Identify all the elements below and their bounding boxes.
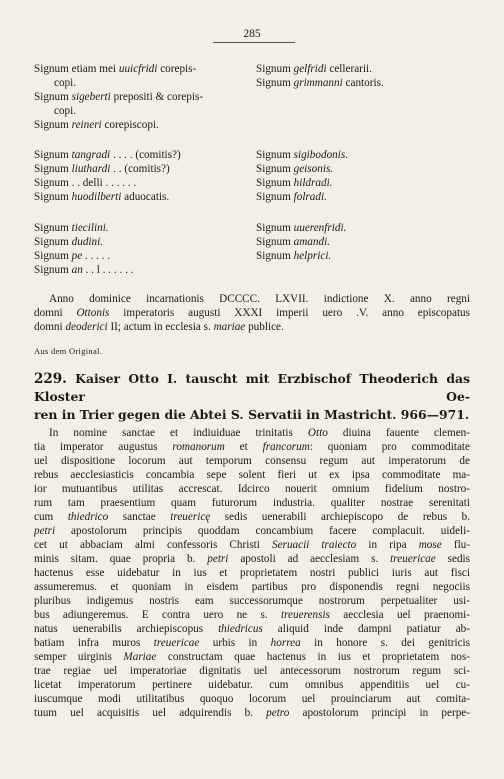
charter-body bbox=[34, 426, 470, 720]
dating-text: publice. bbox=[245, 321, 284, 333]
witness-line bbox=[256, 190, 348, 204]
witness-text: Signum bbox=[256, 149, 294, 161]
witness-line bbox=[34, 176, 181, 190]
witness-name: an bbox=[71, 264, 83, 276]
witness-text: corepiscopi. bbox=[101, 119, 159, 131]
page-number-rule bbox=[213, 42, 295, 43]
witness-name: helprici. bbox=[293, 250, 332, 262]
source-note: Aus dem Original. bbox=[34, 346, 103, 356]
dating-name: deoderici bbox=[65, 321, 108, 333]
witness-text: Signum bbox=[34, 163, 72, 175]
witness-line bbox=[34, 104, 203, 118]
body-text: semper uirginis bbox=[34, 651, 124, 663]
witness-line bbox=[256, 62, 384, 76]
body-line bbox=[34, 566, 470, 580]
witness-list-3-left bbox=[34, 221, 133, 277]
witness-name: amandi. bbox=[293, 236, 330, 248]
witness-name: uuerenfridi. bbox=[293, 222, 347, 234]
dating-text: imperatoris augusti XXXI imperii uero .V. anno episcopatus bbox=[109, 307, 470, 319]
witness-text: aduocatis. bbox=[121, 191, 170, 203]
witness-line bbox=[34, 62, 203, 76]
body-name: petri bbox=[207, 553, 229, 565]
body-text: : quoniam pro commoditate bbox=[309, 441, 470, 453]
witness-text: Signum bbox=[34, 264, 72, 276]
witness-text: Signum bbox=[256, 63, 294, 75]
body-line bbox=[34, 468, 470, 482]
body-text: flu- bbox=[441, 539, 470, 551]
witness-list-3-right bbox=[256, 221, 346, 263]
dating-name: mariae bbox=[213, 321, 246, 333]
witness-text: Signum bbox=[34, 250, 72, 262]
body-line bbox=[34, 650, 470, 664]
body-text: rebus aecclesiasticis concambia sepe solent fieri ut ex ipsa commoditate ma- bbox=[34, 469, 470, 481]
witness-text: copi. bbox=[54, 105, 77, 117]
witness-text: copi. bbox=[54, 77, 77, 89]
witness-line bbox=[256, 162, 348, 176]
body-text: hactenus esse uidebatur in ius et proprietatem nostri publici iuris aut fisci bbox=[34, 567, 470, 579]
witness-line bbox=[256, 148, 348, 162]
body-text: et bbox=[224, 441, 263, 453]
dating-text: Anno dominice incarnationis DCCCC. LXVII. indictione X. anno regni bbox=[49, 293, 470, 305]
witness-name: sigibodonis. bbox=[293, 149, 349, 161]
body-name: treuericae bbox=[153, 637, 200, 649]
witness-line bbox=[34, 76, 203, 90]
witness-list-2-right bbox=[256, 148, 348, 204]
body-text: sedis uenerabili archiepiscopo de rebus b. bbox=[210, 511, 470, 523]
body-name: horrea bbox=[270, 637, 301, 649]
heading-line-1: Kaiser Otto I. tauscht mit Erzbischof Theoderich das Kloster Oe- bbox=[34, 371, 470, 404]
witness-text: Signum . . delli . . . . . . bbox=[34, 177, 137, 189]
witness-text: cellerarii. bbox=[326, 63, 372, 75]
body-name: Mariae bbox=[123, 651, 157, 663]
witness-text: Signum bbox=[256, 191, 294, 203]
witness-text: Signum bbox=[256, 163, 294, 175]
body-text: cet ut abbaciam almi confessoris Christi bbox=[34, 539, 273, 551]
dating-text: domni bbox=[34, 307, 77, 319]
heading-line-2: ren in Trier gegen die Abtei S. Servatii in Mastricht. 966—971. bbox=[34, 407, 470, 422]
witness-name: gelfridi bbox=[293, 63, 327, 75]
witness-line bbox=[256, 235, 346, 249]
body-line bbox=[34, 440, 470, 454]
body-line bbox=[34, 552, 470, 566]
body-text: apostoli ad aecclesiam s. bbox=[228, 553, 391, 565]
body-line bbox=[34, 692, 470, 706]
document-heading bbox=[34, 370, 470, 424]
body-name: petro bbox=[266, 707, 290, 719]
body-text: iuscumque modi utilitatibus quoquo locorum uel prouinciarum aut comita- bbox=[34, 693, 470, 705]
witness-text: Signum bbox=[256, 250, 294, 262]
body-name: treuericę bbox=[170, 511, 211, 523]
witness-name: sigeberti bbox=[71, 91, 111, 103]
body-text: cum bbox=[34, 511, 68, 523]
witness-text: Signum bbox=[34, 119, 72, 131]
witness-line bbox=[34, 148, 181, 162]
body-text: constructam quae hactenus in ius et proprietatem nos- bbox=[156, 651, 470, 663]
witness-text: corepis- bbox=[157, 63, 197, 75]
dating-text: II; actum in ecclesia s. bbox=[107, 321, 214, 333]
body-text: apostolorum principis quoddam concambium facere complacuit. uideli- bbox=[55, 525, 470, 537]
witness-text: prepositi & corepis- bbox=[110, 91, 204, 103]
body-line bbox=[34, 426, 470, 440]
witness-line bbox=[34, 235, 133, 249]
body-text: in honore s. dei genitricis bbox=[300, 637, 470, 649]
body-line bbox=[34, 510, 470, 524]
body-text: pluribus indigemus nostris eam successorumque nostrorum perpetualiter usi- bbox=[34, 595, 470, 607]
witness-name: reineri bbox=[71, 119, 102, 131]
body-name: thiedrico bbox=[67, 511, 109, 523]
witness-text: Signum bbox=[256, 77, 294, 89]
body-text: urbis in bbox=[199, 637, 271, 649]
witness-text: . . . . . bbox=[82, 250, 111, 262]
body-line bbox=[34, 678, 470, 692]
body-text: apostolorum principi in perpe- bbox=[289, 707, 470, 719]
body-text: in ripa bbox=[356, 539, 419, 551]
witness-line bbox=[34, 162, 181, 176]
witness-list-1-right bbox=[256, 62, 384, 90]
witness-line bbox=[34, 221, 133, 235]
dating-line bbox=[34, 320, 470, 334]
body-text: assumeremus. et quoniam in eisdem partibus pro disponendis regni negociis bbox=[34, 581, 470, 593]
body-name: romanorum bbox=[172, 441, 225, 453]
witness-line bbox=[256, 76, 384, 90]
body-name: treuerensis bbox=[281, 609, 330, 621]
body-line bbox=[34, 594, 470, 608]
body-name: Otto bbox=[307, 427, 328, 439]
body-line bbox=[34, 496, 470, 510]
witness-line bbox=[256, 221, 346, 235]
body-line bbox=[34, 524, 470, 538]
document-number: 229. bbox=[34, 371, 67, 387]
witness-text: Signum bbox=[256, 222, 294, 234]
body-text: sedis bbox=[435, 553, 470, 565]
body-text: bus adiungeremus. E contra uero ne s. bbox=[34, 609, 282, 621]
witness-text: Signum bbox=[256, 236, 294, 248]
witness-name: folradi. bbox=[293, 191, 327, 203]
body-name: treuericae bbox=[390, 553, 436, 565]
dating-name: Ottonis bbox=[76, 307, 110, 319]
body-text: uel dispositione locorum aut temporum consensu regum aut imperatorum de bbox=[34, 455, 470, 467]
body-line bbox=[34, 622, 470, 636]
dating-clause bbox=[34, 292, 470, 334]
body-line bbox=[34, 538, 470, 552]
witness-text: Signum etiam mei bbox=[34, 63, 119, 75]
body-text: minis sitam. quae propria b. bbox=[34, 553, 208, 565]
witness-name: huodilberti bbox=[71, 191, 122, 203]
witness-name: pe bbox=[71, 250, 83, 262]
witness-line bbox=[34, 249, 133, 263]
witness-list-1-left bbox=[34, 62, 203, 132]
witness-name: tiecilini. bbox=[71, 222, 109, 234]
witness-name: uuicfridi bbox=[118, 63, 158, 75]
body-text: aecclesia uel praenomi- bbox=[329, 609, 470, 621]
body-line bbox=[34, 482, 470, 496]
witness-text: Signum bbox=[34, 91, 72, 103]
body-text: trae regiae uel imperatoriae dignitatis uel antecessorum nostrorum regum sci- bbox=[34, 665, 470, 677]
witness-name: liuthardi bbox=[71, 163, 111, 175]
witness-line bbox=[256, 176, 348, 190]
body-text: rum tam praesentium quam futurorum industria. qualiter nostrae serenitati bbox=[34, 497, 470, 509]
dating-line bbox=[34, 292, 470, 306]
witness-name: geisonis. bbox=[293, 163, 334, 175]
witness-text: cantoris. bbox=[342, 77, 384, 89]
dating-text: domni bbox=[34, 321, 66, 333]
dating-line bbox=[34, 306, 470, 320]
witness-line bbox=[34, 263, 133, 277]
body-name: petri bbox=[34, 525, 56, 537]
witness-line bbox=[34, 118, 203, 132]
body-text: batiam infra muros bbox=[34, 637, 154, 649]
body-text: sanctae bbox=[108, 511, 171, 523]
body-name: mose bbox=[418, 539, 442, 551]
witness-name: grimmanni bbox=[293, 77, 343, 89]
body-text: aliquid inde dampni patiatur ab- bbox=[262, 623, 470, 635]
body-name: thiedricus bbox=[218, 623, 263, 635]
body-line bbox=[34, 580, 470, 594]
witness-text: . . (comitis?) bbox=[110, 163, 170, 175]
body-text: natus uenerabilis archiepiscopus bbox=[34, 623, 219, 635]
body-name: Seruacii traiecto bbox=[272, 539, 357, 551]
body-text: tia imperator augustus bbox=[34, 441, 173, 453]
body-line bbox=[34, 608, 470, 622]
witness-name: dudini. bbox=[71, 236, 104, 248]
witness-name: tangradi bbox=[71, 149, 111, 161]
body-text: diuina fauente clemen- bbox=[327, 427, 470, 439]
body-line bbox=[34, 706, 470, 720]
witness-text: . . l . . . . . . bbox=[82, 264, 134, 276]
body-line bbox=[34, 664, 470, 678]
body-text: In nomine sanctae et indiuiduae trinitatis bbox=[49, 427, 308, 439]
page-number: 285 bbox=[243, 28, 261, 40]
witness-line bbox=[34, 90, 203, 104]
witness-text: Signum bbox=[256, 177, 294, 189]
body-line bbox=[34, 636, 470, 650]
witness-list-2-left bbox=[34, 148, 181, 204]
body-text: licetat imperatorum pertinere uidebatur. cum omnibus appenditiis uel cu- bbox=[34, 679, 470, 691]
body-text: ior mutuantibus utilitas accrescat. Idcirco nouerit omnium fidelium nostro- bbox=[34, 483, 470, 495]
witness-text: Signum bbox=[34, 236, 72, 248]
witness-text: Signum bbox=[34, 149, 72, 161]
witness-text: Signum bbox=[34, 222, 72, 234]
witness-name: hildradi. bbox=[293, 177, 333, 189]
witness-line bbox=[34, 190, 181, 204]
witness-text: . . . . (comitis?) bbox=[110, 149, 181, 161]
witness-line bbox=[256, 249, 346, 263]
body-name: francorum bbox=[262, 441, 310, 453]
witness-text: Signum bbox=[34, 191, 72, 203]
body-text: tuum uel acquisitis uel adquirendis b. bbox=[34, 707, 267, 719]
body-line bbox=[34, 454, 470, 468]
